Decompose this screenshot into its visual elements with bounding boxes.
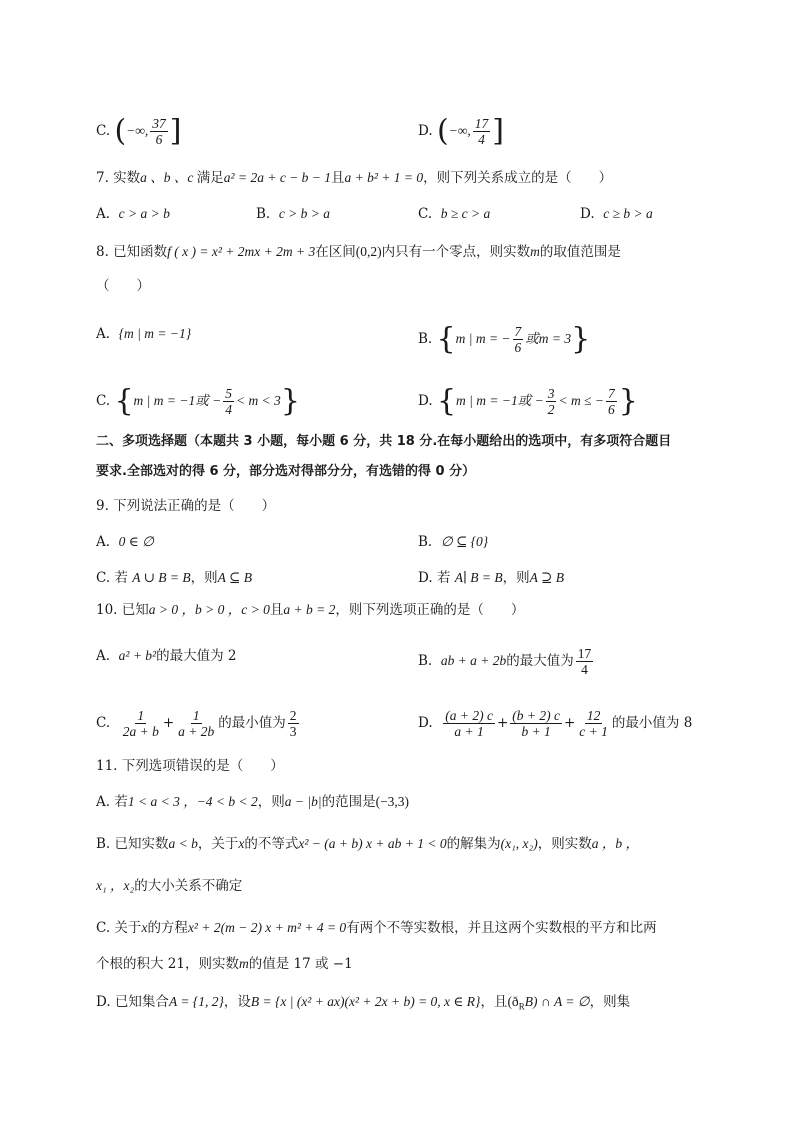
q8-paren: （ ） (96, 278, 150, 294)
fraction: $\frac{17}{4}$ (577, 646, 592, 677)
q9-option-a: A. 0 ∈ ∅ (96, 534, 154, 550)
bracket: ( (436, 113, 449, 149)
q11-option-a: A. 若1 < a < 3 ，−4 < b < 2，则a − |b|的范围是(−3,3) (96, 794, 410, 810)
fraction: $\frac{(a + 2) c}{a + 1}$ (445, 708, 493, 739)
bracket: ] (492, 113, 504, 149)
q7-option-a: A. c > a > b (96, 206, 170, 222)
q8-option-c (96, 383, 300, 419)
bracket: ] (169, 113, 182, 149)
fraction: $\frac{2}{3}$ (289, 708, 297, 739)
math: f ( x ) = x² + 2mx + 2m + 3 (167, 244, 316, 259)
math: 或m = 3 (525, 331, 572, 346)
fraction: $\frac{(b + 2) c}{b + 1}$ (512, 708, 560, 739)
brace: { (436, 383, 457, 419)
math: m | m = − (455, 331, 511, 346)
math: a 、b 、c (140, 170, 197, 185)
q9-option-b: B. ∅ ⊆ {0} (418, 534, 489, 550)
section-2-heading-line2: 要求.全部选对的得 6 分，部分选对得部分分，有选错的得 0 分） (96, 464, 476, 479)
option-label: C. (96, 393, 111, 409)
text: 内只有一个零点，则实数 (381, 244, 531, 260)
option-label: A. (96, 326, 111, 342)
q10-option-b: B. ab + a + 2b的最大值为 $\frac{17}{4}$ (418, 646, 592, 677)
q8-stem (96, 242, 621, 262)
text: 在区间 (315, 244, 356, 260)
math: < m < 3 (235, 393, 281, 408)
brace: } (618, 383, 638, 419)
q10-option-d: D. $\frac{(a + 2) c}{a + 1}$ + $\frac{(b + 2) c}{b + 1}$ + $\frac{12}{c + 1}$ 的最小值为 8 (418, 708, 693, 739)
fraction: $\frac{17}{4}$ (474, 116, 489, 147)
text: 的取值范围是 (539, 244, 621, 260)
math: a + b² + 1 = 0 (344, 170, 424, 185)
bracket: ( (114, 113, 127, 149)
q7-option-c: C. b ≥ c > a (418, 206, 491, 222)
q11-option-c: C. 关于x的方程x² + 2(m − 2) x + m² + 4 = 0有两个不等实数根，并且这两个实数根的平方和比两 (96, 920, 657, 936)
text: ，则下列关系成立的是（ ） (423, 170, 613, 186)
brace: { (114, 383, 134, 419)
q6-option-d (418, 113, 504, 149)
math: m | m = −1或 − (133, 393, 222, 408)
q9-option-d: D. 若 A∣ B = B，则A ⊇ B (418, 570, 564, 586)
q6-option-c (96, 113, 182, 149)
q9-option-c: C. 若 A ∪ B = B，则A ⊆ B (96, 570, 252, 586)
q7-option-b: B. c > b > a (256, 206, 331, 222)
brace: } (571, 321, 591, 357)
brace: } (280, 383, 300, 419)
fraction: $\frac{7}{6}$ (607, 386, 615, 417)
q10-option-a: A. a² + b²的最大值为 2 (96, 648, 237, 664)
text: 7. 实数 (96, 170, 141, 186)
q10-stem: 10. 已知a > 0 ，b > 0 ，c > 0且a + b = 2，则下列选项正确的是（ ） (96, 602, 525, 618)
text: 且 (331, 170, 345, 186)
fraction: $\frac{3}{2}$ (547, 386, 555, 417)
math: < m ≤ − (558, 393, 604, 408)
fraction: $\frac{7}{6}$ (514, 324, 522, 355)
q8-option-a (96, 324, 191, 344)
math: m | m = −1或 − (456, 393, 544, 408)
option-label: D. (418, 393, 433, 409)
q8-option-b (418, 321, 591, 357)
fraction: $\frac{1}{2a + b}$ (122, 708, 159, 739)
option-label: C. (96, 123, 111, 139)
fraction: $\frac{37}{6}$ (152, 116, 166, 147)
option-label: D. (418, 123, 433, 139)
math: m (530, 244, 540, 259)
q11-option-b: B. 已知实数a < b，关于x的不等式x² − (a + b) x + ab + 1 < 0的解集为(x₁, x₂)，则实数a ，b ， (96, 836, 639, 852)
text: 满足 (196, 170, 224, 186)
q7-stem (96, 168, 612, 188)
q11-option-d: D. 已知集合A = {1, 2}，设B = {x | (x² + ax)(x² + 2x + b) = 0, x ∈ R}，且$(ð_RB)$ ∩ A = ∅，则集 (96, 994, 631, 1012)
q11-option-c-line2: 个根的积大 21，则实数m的值是 17 或 −1 (96, 956, 353, 972)
text: 8. 已知函数 (96, 244, 168, 260)
math: −∞, (126, 123, 149, 138)
q11-stem: 11. 下列选项错误的是（ ） (96, 758, 284, 774)
fraction: $\frac{1}{a + 2b}$ (178, 708, 215, 739)
math: (0,2) (355, 244, 382, 259)
math: {m | m = −1} (118, 326, 192, 341)
q9-stem: 9. 下列说法正确的是（ ） (96, 498, 276, 514)
brace: { (436, 321, 456, 357)
math: −∞, (448, 123, 471, 138)
q11-option-b-line2: x₁ ，x₂的大小关系不确定 (96, 878, 243, 894)
option-label: B. (418, 331, 433, 347)
section-2-heading-line1: 二、多项选择题（本题共 3 小题，每小题 6 分，共 18 分.在每小题给出的选项中，有多项符合题目 (96, 434, 672, 449)
fraction: $\frac{12}{c + 1}$ (579, 708, 608, 739)
math: a² = 2a + c − b − 1 (223, 170, 332, 185)
fraction: $\frac{5}{4}$ (225, 386, 232, 417)
q8-option-d (418, 383, 638, 419)
q7-option-d: D. c ≥ b > a (580, 206, 653, 222)
q10-option-c: C. $\frac{1}{2a + b}$ + $\frac{1}{a + 2b}$ 的最小值为 $\frac{2}{3}$ (96, 708, 297, 739)
